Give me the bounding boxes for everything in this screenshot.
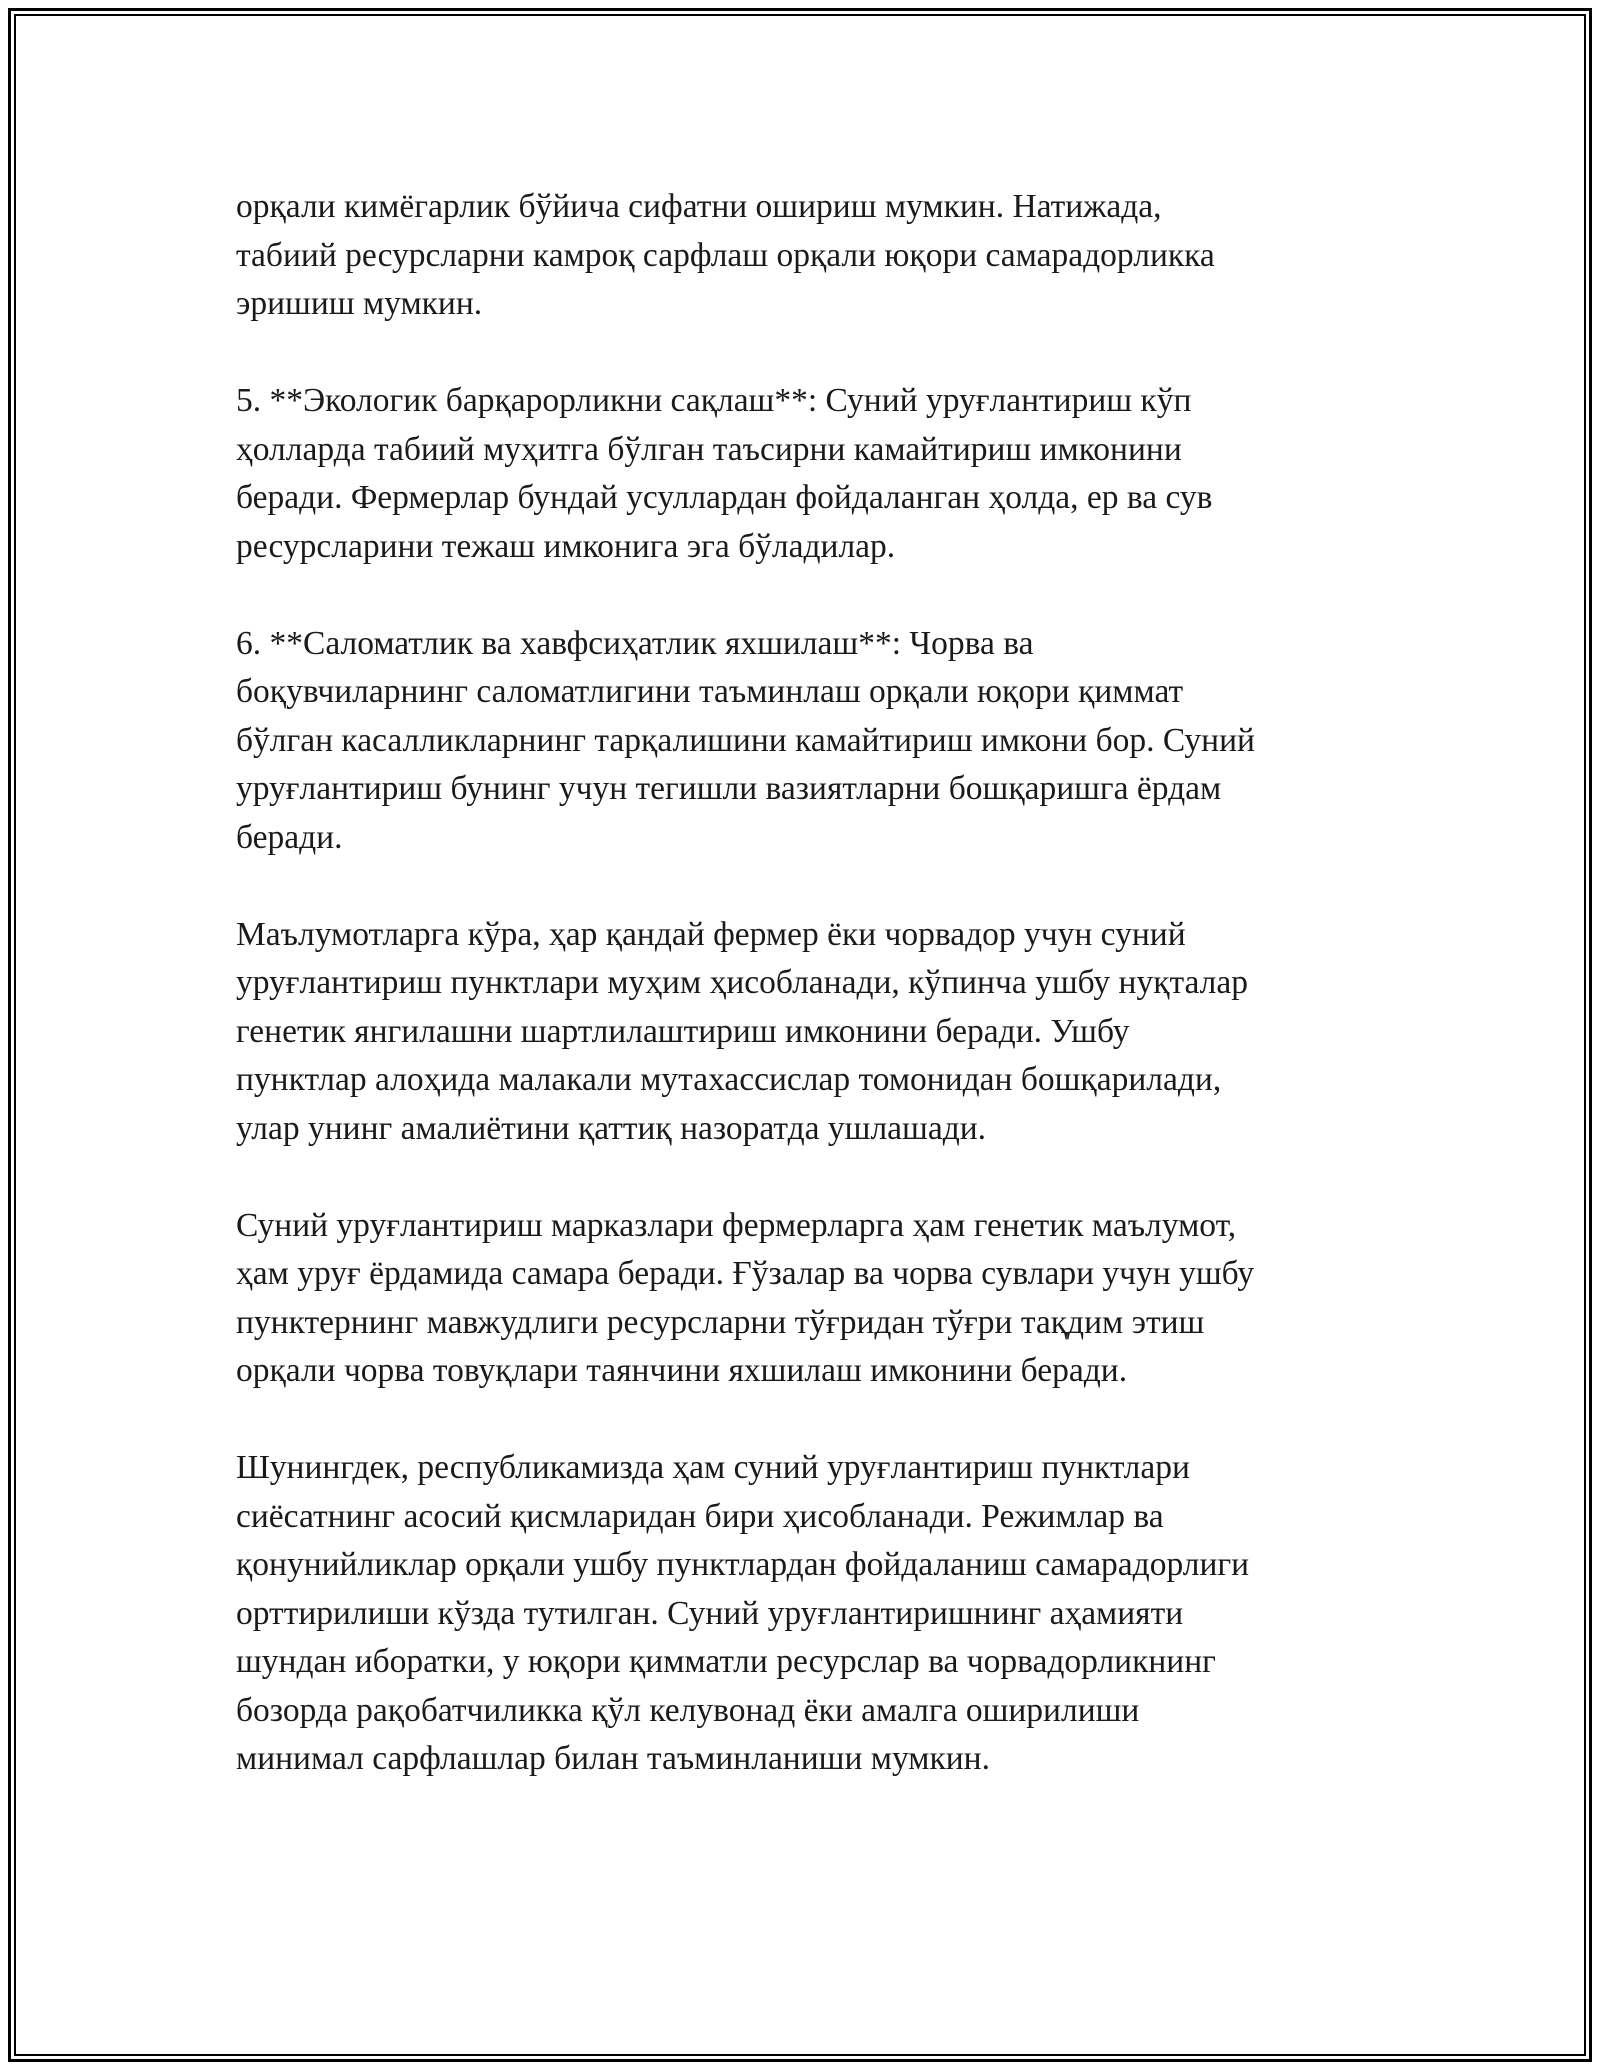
text-line: 6. **Саломатлик ва хавфсиҳатлик яхшилаш**: Чорва ва — [236, 624, 1034, 662]
text-line: сиёсатнинг асосий қисмларидан бири ҳисобланади. Режимлар ва — [236, 1497, 1164, 1535]
text-line: табиий ресурсларни камроқ сарфлаш орқали юқори самарадорликка — [236, 236, 1215, 274]
text-line: 5. **Экологик барқарорликни сақлаш**: Суний уруғлантириш кўп — [236, 382, 1192, 419]
paragraph-item-6 — [236, 620, 1366, 863]
text-line: ҳам уруғ ёрдамида самара беради. Ғўзалар ва чорва сувлари учун ушбу — [236, 1255, 1255, 1292]
text-line: Маълумотларга кўра, ҳар қандай фермер ёки чорвадор учун суний — [236, 915, 1186, 953]
text-line: пунктернинг мавжудлиги ресурсларни тўғридан тўғри тақдим этиш — [236, 1303, 1205, 1341]
text-line: боқувчиларнинг саломатлигини таъминлаш орқали юқори қиммат — [236, 673, 1184, 710]
paragraph-intro-continuation — [236, 183, 1366, 329]
text-line: орттирилиши кўзда тутилган. Суний уруғлантиришнинг аҳамияти — [236, 1594, 1184, 1632]
text-line: уруғлантириш бунинг учун тегишли вазиятларни бошқаришга ёрдам — [236, 770, 1222, 807]
paragraph-centers — [236, 1202, 1366, 1396]
text-line: уруғлантириш пунктлари муҳим ҳисобланади, кўпинча ушбу нуқталар — [236, 964, 1249, 1001]
text-line: генетик янгилашни шартлилаштириш имконини беради. Ушбу — [236, 1012, 1130, 1050]
text-line: Суний уруғлантириш марказлари фермерларга ҳам генетик маълумот, — [236, 1206, 1237, 1244]
text-line: минимал сарфлашлар билан таъминланиши мумкин. — [236, 1740, 990, 1777]
text-line: беради. — [236, 818, 343, 856]
text-line: улар унинг амалиётини қаттиқ назоратда ушлашади. — [236, 1109, 987, 1147]
paragraph-data-points — [236, 911, 1366, 1154]
text-line: орқали чорва товуқлари таянчини яхшилаш имконини беради. — [236, 1352, 1128, 1389]
text-line: бозорда рақобатчиликка қўл келувонад ёки амалга оширилиши — [236, 1691, 1140, 1729]
paragraph-item-5 — [236, 377, 1366, 571]
text-line: ресурсларини тежаш имконига эга бўладилар. — [236, 527, 896, 565]
text-line: пунктлар алоҳида малакали мутахассислар томонидан бошқарилади, — [236, 1061, 1222, 1098]
text-line: эришиш мумкин. — [236, 285, 483, 322]
text-line: орқали кимёгарлик бўйича сифатни ошириш мумкин. Натижада, — [236, 188, 1162, 225]
text-line: Шунингдек, республикамизда ҳам суний уруғлантириш пунктлари — [236, 1449, 1190, 1486]
text-line: беради. Фермерлар бундай усуллардан фойдаланган ҳолда, ер ва сув — [236, 479, 1213, 516]
text-line: ҳолларда табиий муҳитга бўлган таъсирни камайтириш имконини — [236, 430, 1182, 468]
paragraph-conclusion — [236, 1444, 1366, 1784]
document-body — [236, 183, 1366, 1832]
text-line: шундан иборатки, у юқори қимматли ресурслар ва чорвадорликнинг — [236, 1643, 1216, 1680]
text-line: қонунийликлар орқали ушбу пунктлардан фойдаланиш самарадорлиги — [236, 1546, 1250, 1583]
text-line: бўлган касалликларнинг тарқалишини камайтириш имкони бор. Суний — [236, 721, 1255, 759]
